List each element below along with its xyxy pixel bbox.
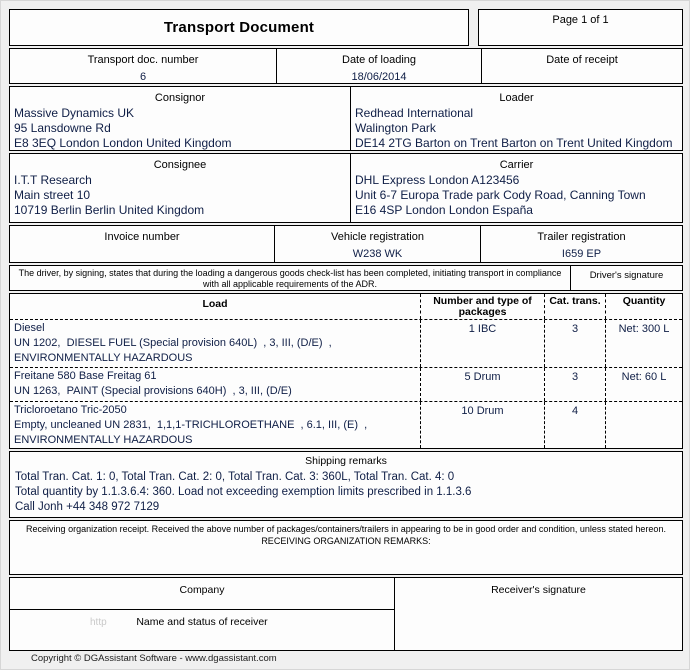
load-line: UN 1263, PAINT (Special provisions 640H) , 3, III, (D/E) [14, 385, 292, 397]
consignee-label: Consignee [153, 159, 207, 171]
transport-doc-number-value: 6 [139, 71, 147, 83]
invoice-number-cell [10, 226, 274, 262]
date-of-loading-value: 18/06/2014 [351, 71, 407, 83]
quantity-value: Net: 300 L [618, 323, 670, 335]
carrier-line: DHL Express London A123456 [355, 173, 520, 187]
carrier-address [351, 171, 682, 218]
cat-trans-value: 3 [571, 323, 579, 335]
page-title: Transport Document [163, 19, 315, 36]
load-description [10, 368, 420, 401]
load-table-row [10, 402, 682, 448]
trailer-registration-value: I659 EP [561, 248, 602, 260]
title-row [9, 9, 683, 46]
invoice-number-label: Invoice number [104, 231, 180, 243]
load-table-header [10, 294, 682, 320]
vehicle-registration-label: Vehicle registration [331, 231, 424, 243]
consignee-address [10, 171, 350, 218]
load-line: Freitane 580 Base Freitag 61 [14, 370, 157, 382]
date-of-loading-cell [276, 49, 481, 83]
http-watermark: http [90, 617, 107, 628]
vehicle-registration-cell [274, 226, 480, 262]
title-cell [9, 9, 469, 46]
packages-column-header: Number and type of packages [420, 294, 544, 319]
load-line: Empty, uncleaned UN 2831, 1,1,1-TRICHLOROETHANE , 6.1, III, (E) , [14, 419, 368, 431]
shipping-remarks-line: Total quantity by 1.1.3.6.4: 360. Load not exceeding exemption limits prescribed in 1.1.3.6 [15, 486, 472, 498]
carrier-cell [350, 154, 682, 222]
registration-row [9, 225, 683, 263]
transport-document [9, 9, 683, 653]
quantity-column-header: Quantity [605, 294, 682, 319]
packages-value: 5 Drum [464, 371, 501, 383]
name-status-cell [10, 610, 394, 650]
consignor-line: Massive Dynamics UK [14, 106, 135, 120]
packages-value: 10 Drum [461, 405, 504, 417]
carrier-line: Unit 6-7 Europa Trade park Cody Road, Canning Town [355, 188, 646, 202]
trailer-registration-cell [480, 226, 682, 262]
carrier-label: Carrier [499, 159, 534, 171]
receiving-receipt-section [9, 520, 683, 575]
loader-line: DE14 2TG Barton on Trent Barton on Trent United Kingdom [355, 136, 673, 150]
load-line: Diesel [14, 322, 45, 334]
loader-address [351, 104, 682, 151]
loader-line: Walington Park [355, 121, 436, 135]
company-cell [10, 578, 394, 610]
date-of-loading-label: Date of loading [342, 54, 416, 66]
transport-doc-number-label: Transport doc. number [87, 54, 199, 66]
receiver-block [9, 577, 683, 651]
doc-info-row [9, 48, 683, 84]
cat-trans-column-header: Cat. trans. [544, 294, 605, 319]
quantity-value: Net: 60 L [621, 371, 667, 383]
load-column-header: Load [202, 298, 228, 310]
shipping-remarks-content [10, 467, 682, 515]
page-indicator: Page 1 of 1 [478, 9, 683, 46]
cat-trans-value: 4 [571, 405, 579, 417]
company-label: Company [179, 584, 225, 596]
load-table [9, 293, 683, 449]
receiver-signature-cell [395, 578, 682, 650]
load-table-row [10, 320, 682, 368]
load-line: ENVIRONMENTALLY HAZARDOUS [14, 434, 193, 446]
quantity-value [606, 402, 682, 405]
consignor-label: Consignor [154, 92, 206, 104]
cat-trans-value: 3 [571, 371, 579, 383]
shipping-remarks-line: Total Tran. Cat. 1: 0, Total Tran. Cat. 2: 0, Total Tran. Cat. 3: 360L, Total Tran. Cat. 4: 0 [15, 471, 455, 483]
driver-row [9, 265, 683, 291]
carrier-line: E16 4SP London London España [355, 203, 533, 217]
shipping-remarks-section [9, 451, 683, 518]
consignor-loader-row [9, 86, 683, 151]
load-line: UN 1202, DIESEL FUEL (Special provision 640L) , 3, III, (D/E) , [14, 337, 332, 349]
date-of-receipt-cell [481, 49, 682, 83]
consignor-line: 95 Lansdowne Rd [14, 121, 111, 135]
consignee-line: Main street 10 [14, 188, 91, 202]
load-line: Tricloroetano Tric-2050 [14, 404, 127, 416]
transport-doc-number-cell [10, 49, 276, 83]
driver-signature-cell: Driver's signature [570, 266, 682, 290]
name-status-label: Name and status of receiver [136, 616, 268, 628]
consignee-carrier-row [9, 153, 683, 223]
load-description [10, 320, 420, 367]
consignor-cell [10, 87, 350, 150]
driver-statement: The driver, by signing, states that during the loading a dangerous goods check-list has been completed, initiating transport in compliance with all applicable requirements of the ADR. [18, 268, 562, 289]
date-of-receipt-label: Date of receipt [546, 54, 618, 66]
loader-line: Redhead International [355, 106, 474, 120]
copyright-footer: Copyright © DGAssistant Software - www.dgassistant.com [31, 653, 277, 664]
consignee-line: 10719 Berlin Berlin United Kingdom [14, 203, 205, 217]
shipping-remarks-label: Shipping remarks [305, 455, 387, 467]
consignor-line: E8 3EQ London London United Kingdom [14, 136, 232, 150]
consignor-address [10, 104, 350, 151]
receiver-left-column [10, 578, 395, 650]
vehicle-registration-value: W238 WK [352, 248, 403, 260]
loader-label: Loader [499, 92, 534, 104]
receipt-statement: Receiving organization receipt. Received the above number of packages/containers/trailers in appearing to be in good order and condition, unless stated hereon. [26, 524, 666, 534]
trailer-registration-label: Trailer registration [537, 231, 626, 243]
load-description [10, 402, 420, 448]
load-table-row [10, 368, 682, 402]
consignee-line: I.T.T Research [14, 173, 92, 187]
shipping-remarks-line: Call Jonh +44 348 972 7129 [15, 501, 160, 513]
receipt-remarks-label: RECEIVING ORGANIZATION REMARKS: [261, 536, 431, 546]
consignee-cell [10, 154, 350, 222]
packages-value: 1 IBC [468, 323, 497, 335]
load-line: ENVIRONMENTALLY HAZARDOUS [14, 352, 193, 364]
receiver-signature-label: Receiver's signature [491, 584, 586, 596]
loader-cell [350, 87, 682, 150]
